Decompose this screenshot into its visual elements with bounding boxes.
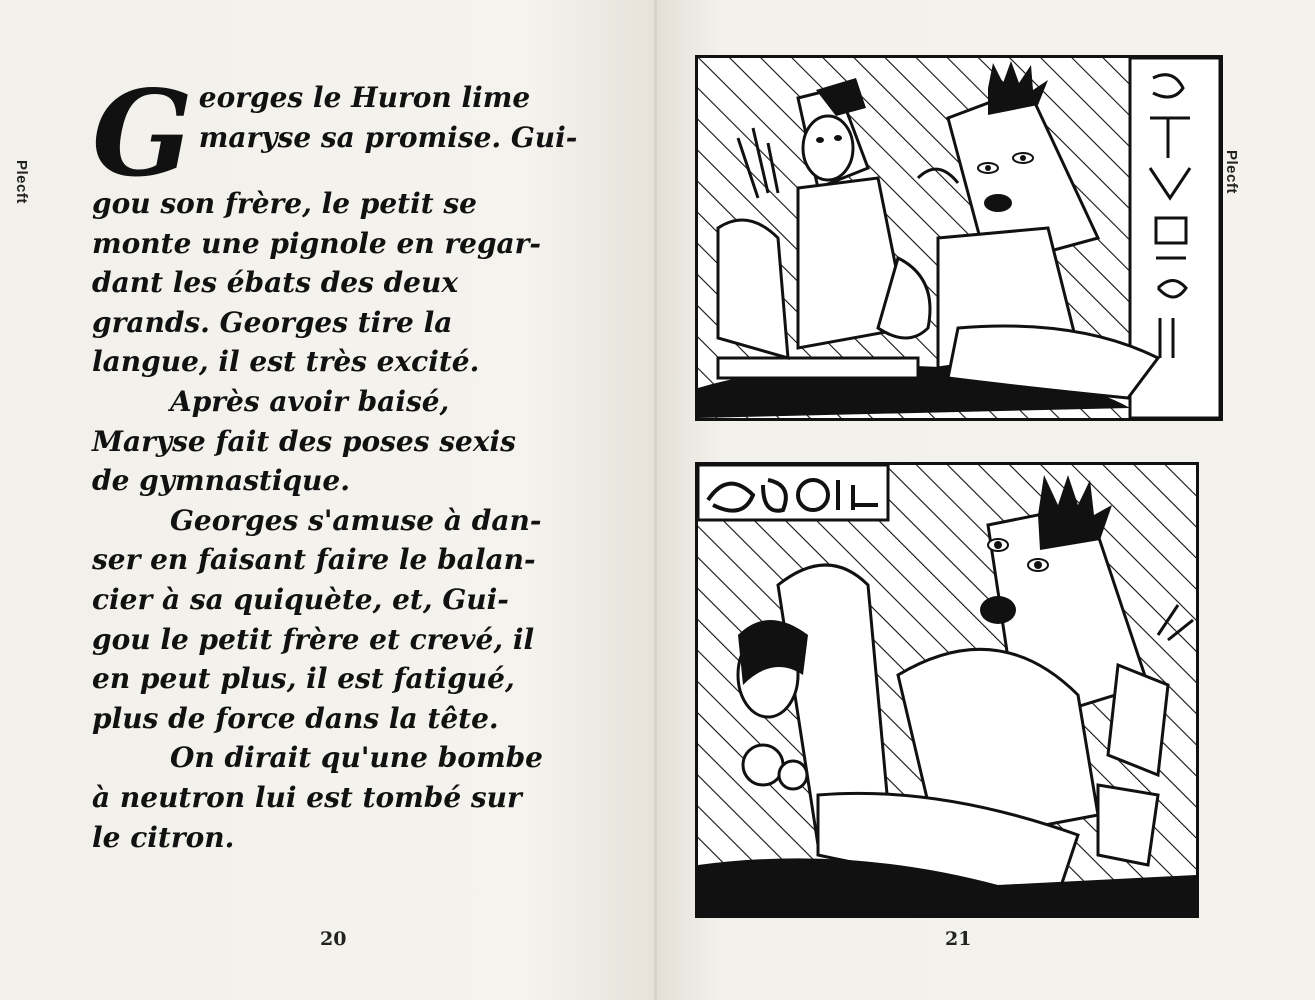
text-line: Après avoir baisé, [170, 384, 450, 418]
body-text [92, 64, 597, 857]
text-line: cier à sa quiquète, et, Gui- [92, 582, 509, 616]
text-line: Georges s'amuse à dan- [170, 503, 542, 537]
text-line: ser en faisant faire le balan- [92, 543, 536, 577]
text-line: en peut plus, il est fatigué, [92, 662, 515, 696]
text-line: monte une pignole en regar- [92, 226, 542, 260]
text-line: à neutron lui est tombé sur [92, 780, 522, 814]
page-number-left: 20 [320, 928, 347, 950]
paragraph-1 [92, 64, 597, 382]
left-page [0, 0, 657, 1000]
paragraph-4 [92, 738, 597, 857]
text-line: gou le petit frère et crevé, il [92, 622, 535, 656]
text-line: le citron. [92, 820, 235, 854]
paragraph-2 [92, 382, 597, 501]
text-line: maryse sa promise. Gui- [198, 120, 578, 154]
running-header-left: Plecft [13, 160, 30, 204]
comic-illustration-bottom [698, 465, 1196, 915]
page-number-right: 21 [945, 928, 972, 950]
text-line: plus de force dans la tête. [92, 701, 499, 735]
text-line: gou son frère, le petit se [92, 187, 477, 220]
comic-illustration-top [698, 58, 1220, 418]
text-line: On dirait qu'une bombe [170, 741, 543, 775]
text-line: eorges le Huron lime [198, 81, 531, 114]
paragraph-3 [92, 501, 597, 739]
text-line: de gymnastique. [92, 464, 350, 498]
text-line: dant les ébats des deux [92, 266, 459, 300]
comic-panel-top [695, 55, 1223, 421]
comic-panel-bottom [695, 462, 1199, 918]
running-header-right: Plecft [1223, 150, 1240, 194]
text-line: langue, il est très excité. [92, 345, 480, 379]
text-line: grands. Georges tire la [92, 305, 453, 339]
drop-cap: G [92, 64, 193, 203]
text-line: Maryse fait des poses sexis [92, 424, 516, 458]
